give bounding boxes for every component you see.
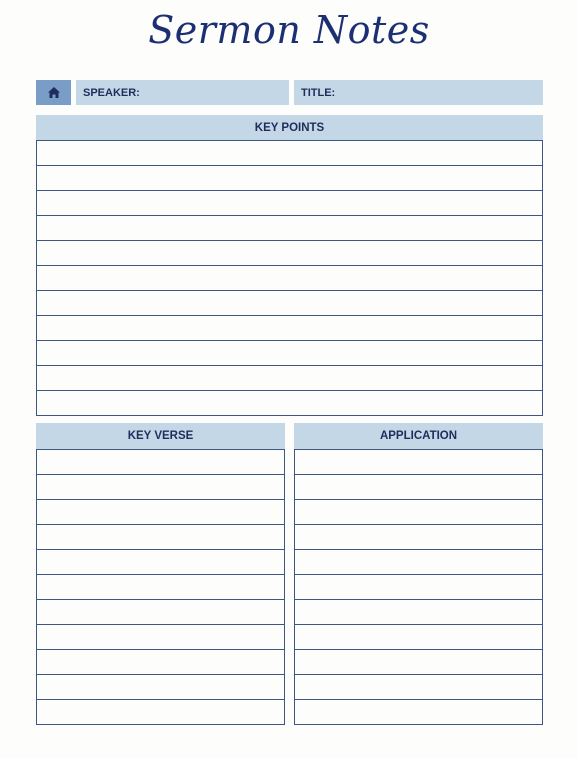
writing-line[interactable] [37,165,542,190]
page-title: Sermon Notes [148,8,430,52]
writing-line[interactable] [37,599,284,624]
writing-line[interactable] [295,499,542,524]
writing-line[interactable] [37,190,542,215]
writing-line[interactable] [37,315,542,340]
writing-line[interactable] [295,449,542,474]
writing-line[interactable] [37,140,542,165]
writing-line[interactable] [295,674,542,699]
writing-line[interactable] [295,474,542,499]
writing-line[interactable] [37,574,284,599]
speaker-field[interactable] [76,80,289,105]
writing-line[interactable] [37,474,284,499]
writing-line[interactable] [37,549,284,574]
writing-line[interactable] [37,290,542,315]
writing-line[interactable] [37,365,542,390]
key-points-label: KEY POINTS [254,121,325,134]
home-icon [47,86,61,99]
application-header [294,423,543,449]
writing-line[interactable] [295,574,542,599]
writing-line[interactable] [37,390,542,415]
writing-line[interactable] [295,649,542,674]
writing-line[interactable] [37,699,284,724]
writing-line[interactable] [37,524,284,549]
writing-line[interactable] [295,699,542,724]
application-lines[interactable] [294,449,543,725]
key-verse-header [36,423,285,449]
writing-line[interactable] [37,649,284,674]
writing-line[interactable] [295,624,542,649]
speaker-label: SPEAKER: [83,86,140,99]
writing-line[interactable] [295,599,542,624]
title-label: TITLE: [301,86,336,99]
key-verse-label: KEY VERSE [127,430,194,442]
writing-line[interactable] [37,449,284,474]
title-field[interactable] [294,80,543,105]
writing-line[interactable] [37,215,542,240]
key-points-lines[interactable] [36,140,543,416]
writing-line[interactable] [37,265,542,290]
writing-line[interactable] [37,340,542,365]
home-button[interactable] [36,80,71,105]
writing-line[interactable] [295,524,542,549]
writing-line[interactable] [295,549,542,574]
key-verse-lines[interactable] [36,449,285,725]
application-label: APPLICATION [379,430,458,442]
writing-line[interactable] [37,240,542,265]
writing-line[interactable] [37,624,284,649]
writing-line[interactable] [37,674,284,699]
key-points-header [36,115,543,140]
writing-line[interactable] [37,499,284,524]
